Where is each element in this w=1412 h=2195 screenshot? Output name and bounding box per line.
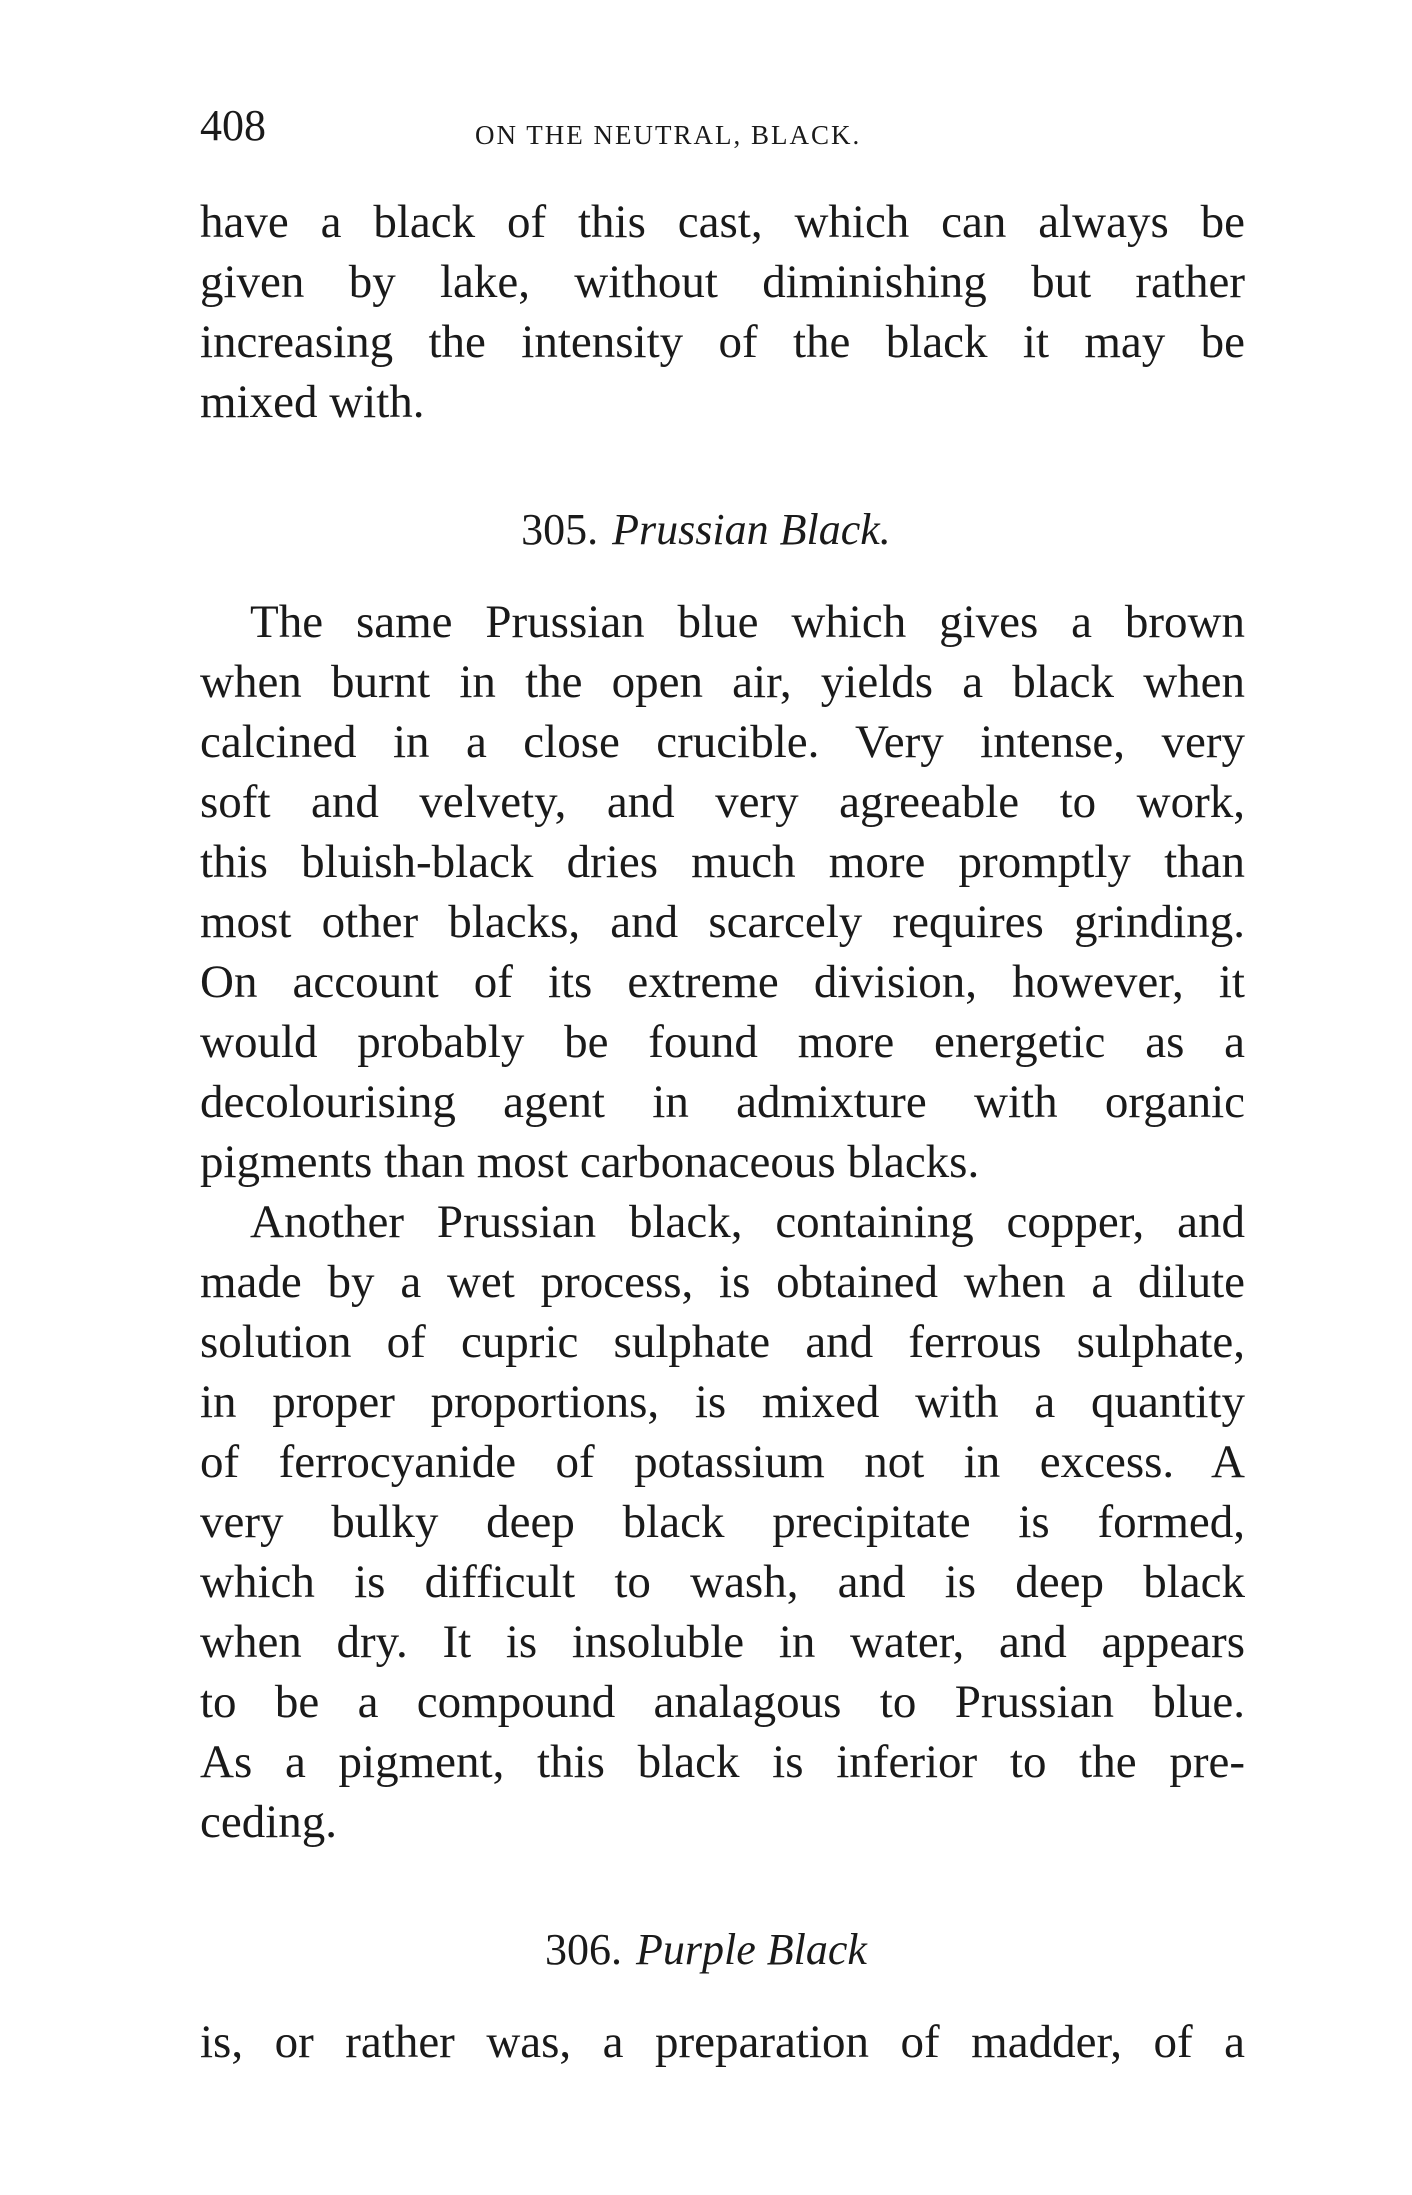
section-heading-305 — [0, 500, 1412, 560]
text-line: when dry. It is insoluble in water, and appears — [200, 1616, 1245, 1668]
text-line: given by lake, without diminishing but rather — [200, 256, 1245, 308]
text-line: made by a wet process, is obtained when a dilute — [200, 1256, 1245, 1308]
page-number: 408 — [200, 101, 266, 150]
section-title: Prussian Black. — [612, 505, 891, 554]
text-line: in proper proportions, is mixed with a quantity — [200, 1376, 1245, 1428]
text-line: As a pigment, this black is inferior to the pre- — [200, 1736, 1245, 1788]
text-line: On account of its extreme division, however, it — [200, 956, 1245, 1008]
text-line: Another Prussian black, containing copper, and — [250, 1196, 1245, 1248]
text-line: The same Prussian blue which gives a brown — [250, 596, 1245, 648]
text-line: is, or rather was, a preparation of madder, of a — [200, 2016, 1245, 2068]
text-line: to be a compound analagous to Prussian blue. — [200, 1676, 1245, 1728]
text-line: soft and velvety, and very agreeable to work, — [200, 776, 1245, 828]
text-line: pigments than most carbonaceous blacks. — [200, 1136, 980, 1188]
text-line: decolourising agent in admixture with organic — [200, 1076, 1245, 1128]
text-line: very bulky deep black precipitate is formed, — [200, 1496, 1245, 1548]
text-line: most other blacks, and scarcely requires grinding. — [200, 896, 1245, 948]
section-heading-306 — [0, 1920, 1412, 1980]
page-header — [200, 100, 1240, 160]
text-line: have a black of this cast, which can always be — [200, 196, 1245, 248]
text-line: increasing the intensity of the black it may be — [200, 316, 1245, 368]
text-line: this bluish-black dries much more promptly than — [200, 836, 1245, 888]
running-head: ON THE NEUTRAL, BLACK. — [475, 120, 862, 150]
text-line: which is difficult to wash, and is deep black — [200, 1556, 1245, 1608]
text-line: solution of cupric sulphate and ferrous sulphate, — [200, 1316, 1245, 1368]
section-number: 306. — [545, 1925, 623, 1974]
section-number: 305. — [521, 505, 599, 554]
text-line: of ferrocyanide of potassium not in excess. A — [200, 1436, 1245, 1488]
text-line: ceding. — [200, 1796, 338, 1848]
text-line: when burnt in the open air, yields a black when — [200, 656, 1245, 708]
text-line: would probably be found more energetic as a — [200, 1016, 1245, 1068]
text-line: calcined in a close crucible. Very intense, very — [200, 716, 1245, 768]
section-title: Purple Black — [636, 1925, 867, 1974]
text-line: mixed with. — [200, 376, 425, 428]
